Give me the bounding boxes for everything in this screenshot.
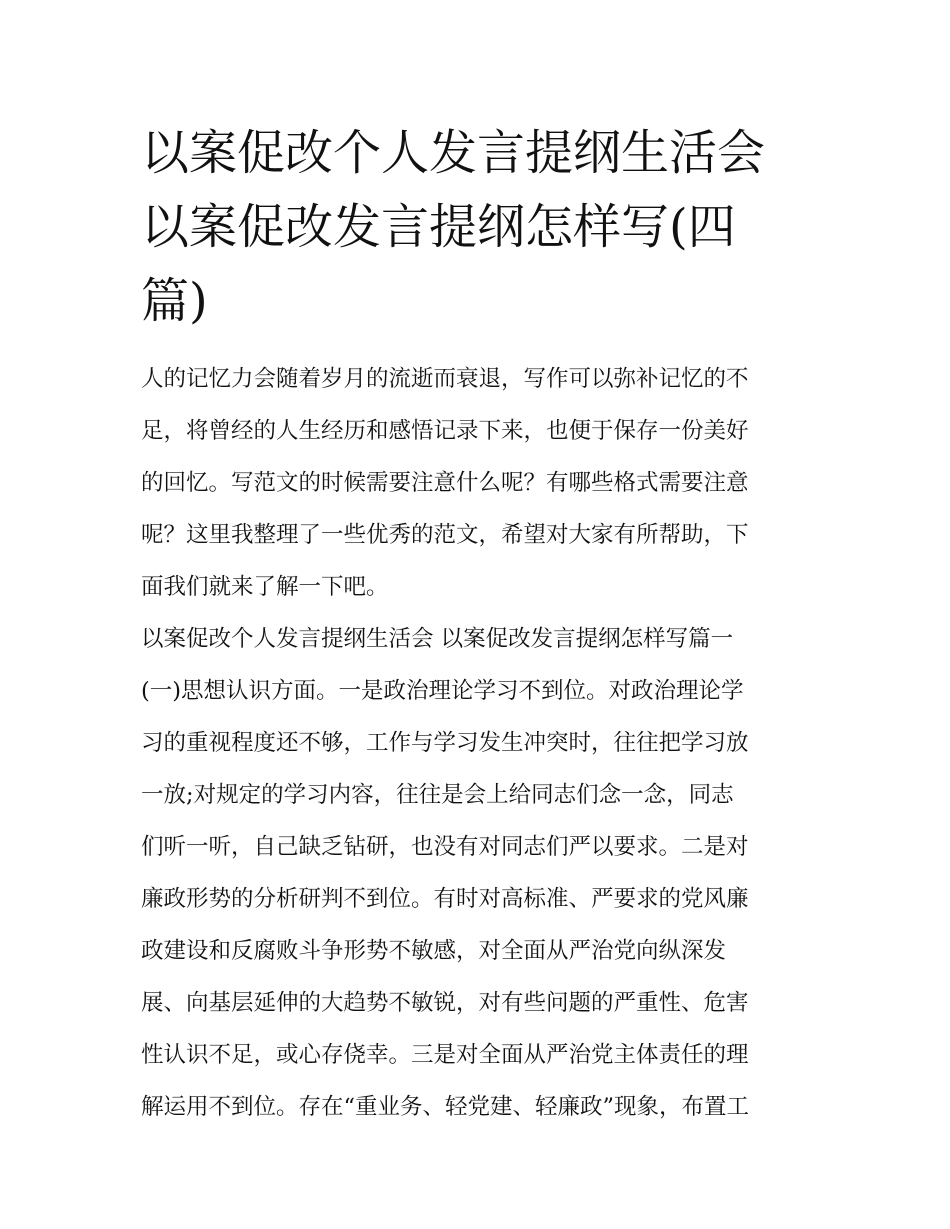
title-line: 以案促改发言提纲怎样写(四 [141,199,736,255]
body-line: 们听一听，自己缺乏钻研，也没有对同志们严以要求。二是对 [141,834,749,860]
body-line: 解运用不到位。存在“重业务、轻党建、轻廉政”现象，布置工 [141,1094,750,1120]
body-line: 足，将曾经的人生经历和感悟记录下来，也便于保存一份美好 [141,418,749,444]
body-line: 展、向基层延伸的大趋势不敏锐，对有些问题的严重性、危害 [141,990,749,1016]
body-line: (一)思想认识方面。一是政治理论学习不到位。对政治理论学 [141,678,744,704]
title-line: 以案促改个人发言提纲生活会 [141,125,766,181]
body-line: 面我们就来了解一下吧。 [141,574,389,600]
document-title [141,116,821,338]
document-body [141,362,821,1142]
body-line: 性认识不足，或心存侥幸。三是对全面从严治党主体责任的理 [141,1042,749,1068]
body-line: 人的记忆力会随着岁月的流逝而衰退，写作可以弥补记忆的不 [141,366,749,392]
section-heading-line: 以案促改个人发言提纲生活会 以案促改发言提纲怎样写篇一 [141,626,734,652]
title-line: 篇) [141,273,208,329]
body-line: 廉政形势的分析研判不到位。有时对高标准、严要求的党风廉 [141,886,749,912]
body-line: 习的重视程度还不够，工作与学习发生冲突时，往往把学习放 [141,730,749,756]
body-line: 呢？这里我整理了一些优秀的范文，希望对大家有所帮助，下 [141,522,749,548]
body-line: 一放;对规定的学习内容，往往是会上给同志们念一念，同志 [141,782,734,808]
body-line: 政建设和反腐败斗争形势不敏感，对全面从严治党向纵深发 [141,938,727,964]
body-line: 的回忆。写范文的时候需要注意什么呢？有哪些格式需要注意 [141,470,749,496]
